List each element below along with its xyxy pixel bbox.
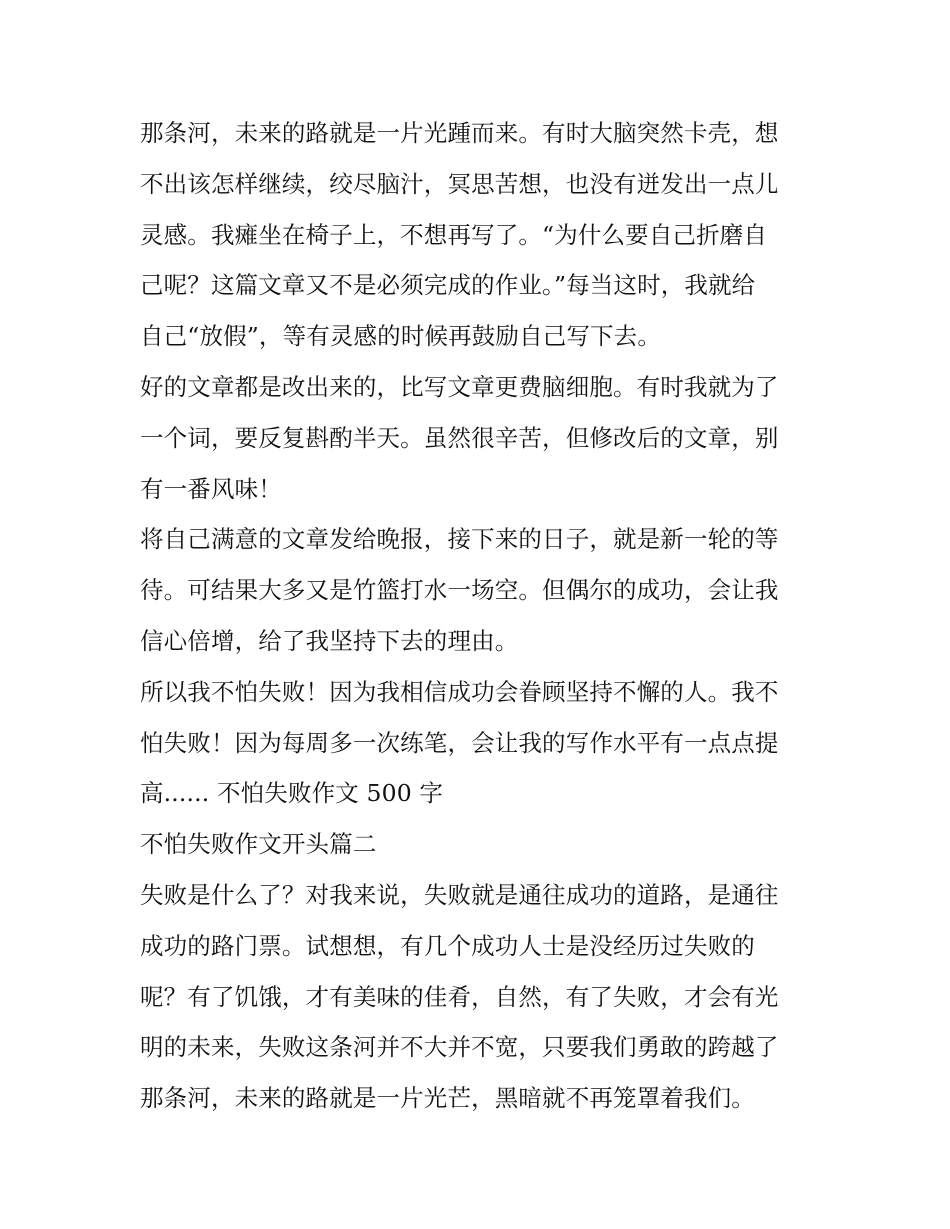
text-line: 待。可结果大多又是竹篮打水一场空。但偶尔的成功，会让我 bbox=[140, 576, 779, 605]
text-line: 失败是什么了？对我来说，失败就是通往成功的道路，是通往 bbox=[140, 880, 779, 909]
text-line: 好的文章都是改出来的，比写文章更费脑细胞。有时我就为了 bbox=[140, 372, 779, 401]
body-text bbox=[140, 108, 820, 1124]
text-line: 高...... 不怕失败作文 500 字 bbox=[140, 779, 444, 808]
text-line: 明的未来，失败这条河并不大并不宽，只要我们勇敢的跨越了 bbox=[140, 1033, 779, 1062]
text-line: 怕失败！因为每周多一次练笔，会让我的写作水平有一点点提 bbox=[140, 728, 779, 757]
text-line: 呢？有了饥饿，才有美味的佳肴，自然，有了失败，才会有光 bbox=[140, 982, 779, 1011]
text-line: 那条河，未来的路就是一片光芒，黑暗就不再笼罩着我们。 bbox=[140, 1084, 755, 1113]
text-line: 有一番风味！ bbox=[140, 474, 282, 503]
text-line: 灵感。我瘫坐在椅子上，不想再写了。“为什么要自己折磨自 bbox=[140, 220, 768, 249]
text-line: 信心倍增，给了我坚持下去的理由。 bbox=[140, 626, 519, 655]
text-line: 将自己满意的文章发给晚报，接下来的日子，就是新一轮的等 bbox=[140, 525, 779, 554]
text-line: 所以我不怕失败！因为我相信成功会眷顾坚持不懈的人。我不 bbox=[140, 677, 779, 706]
text-line: 一个词，要反复斟酌半天。虽然很辛苦，但修改后的文章，别 bbox=[140, 423, 779, 452]
text-line: 成功的路门票。试想想，有几个成功人士是没经历过失败的 bbox=[140, 931, 755, 960]
text-line: 那条河，未来的路就是一片光踵而来。有时大脑突然卡壳，想 bbox=[140, 119, 779, 147]
text-line: 自己“放假”，等有灵感的时候再鼓励自己写下去。 bbox=[140, 322, 661, 351]
section-heading: 不怕失败作文开头篇二 bbox=[140, 830, 377, 859]
text-line: 己呢？这篇文章又不是必须完成的作业。”每当这时，我就给 bbox=[140, 271, 756, 300]
text-line: 不出该怎样继续，绞尽脑汁，冥思苦想，也没有迸发出一点儿 bbox=[140, 169, 779, 198]
